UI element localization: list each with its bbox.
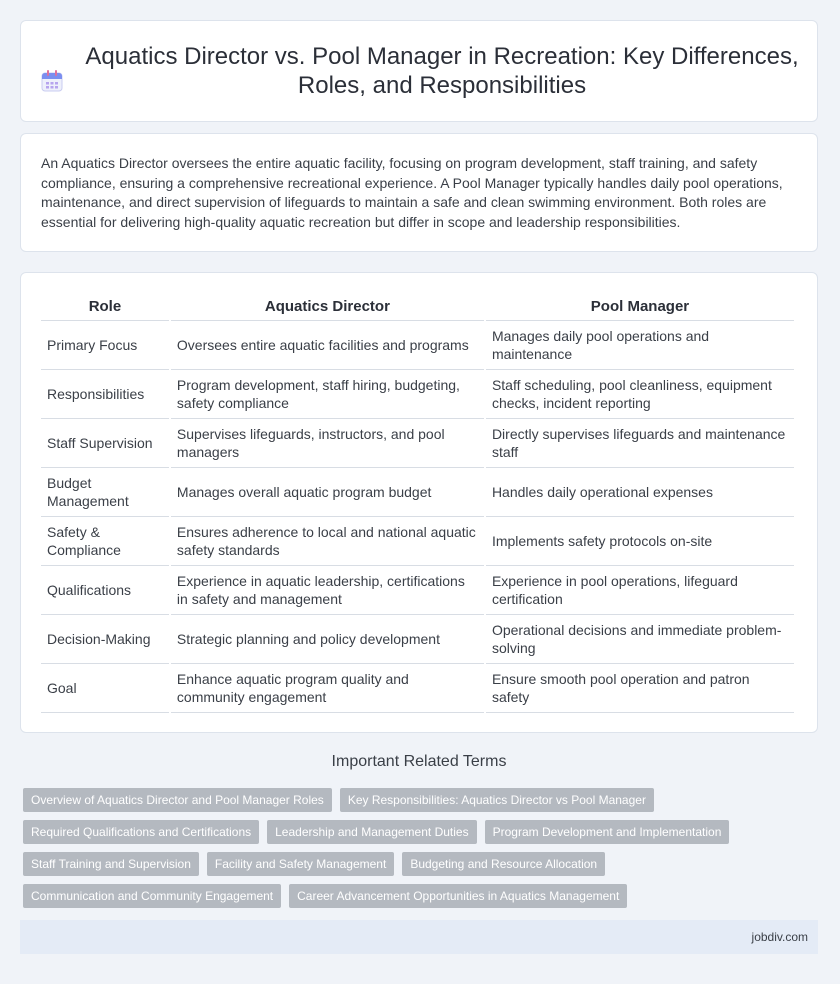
aquatics-director-cell: Enhance aquatic program quality and community engagement (171, 664, 484, 713)
aquatics-director-cell: Supervises lifeguards, instructors, and pool managers (171, 419, 484, 468)
table-row (41, 419, 794, 468)
related-term-tag[interactable]: Program Development and Implementation (485, 820, 730, 844)
aquatics-director-cell: Ensures adherence to local and national aquatic safety standards (171, 517, 484, 566)
row-label: Goal (41, 664, 169, 713)
title-wrap (39, 42, 799, 100)
related-term-tag[interactable]: Required Qualifications and Certifications (23, 820, 259, 844)
pool-manager-cell: Ensure smooth pool operation and patron safety (486, 664, 794, 713)
footer (20, 920, 818, 954)
table-row (41, 517, 794, 566)
pool-manager-cell: Implements safety protocols on-site (486, 517, 794, 566)
related-term-tag[interactable]: Communication and Community Engagement (23, 884, 281, 908)
table-row (41, 370, 794, 419)
aquatics-director-cell: Oversees entire aquatic facilities and programs (171, 321, 484, 370)
row-label: Decision-Making (41, 615, 169, 664)
related-term-tag[interactable]: Budgeting and Resource Allocation (402, 852, 605, 876)
pool-manager-cell: Experience in pool operations, lifeguard certification (486, 566, 794, 615)
pool-manager-cell: Staff scheduling, pool cleanliness, equipment checks, incident reporting (486, 370, 794, 419)
row-label: Safety & Compliance (41, 517, 169, 566)
header-aquatics-director: Aquatics Director (171, 293, 484, 321)
calendar-icon (39, 68, 65, 94)
pool-manager-cell: Directly supervises lifeguards and maintenance staff (486, 419, 794, 468)
related-terms-section (20, 750, 818, 908)
related-term-tag[interactable]: Key Responsibilities: Aquatics Director vs Pool Manager (340, 788, 654, 812)
table-row (41, 664, 794, 713)
related-term-tag[interactable]: Leadership and Management Duties (267, 820, 476, 844)
intro-paragraph: An Aquatics Director oversees the entire aquatic facility, focusing on program development, staff training, and safety compliance, ensuring a comprehensive recreational experience. A Pool Manager typically handles daily pool operations, maintenance, and direct supervision of lifeguards to maintain a safe and clean swimming environment. Both roles are essential for delivering high-quality aquatic recreation but differ in scope and leadership responsibilities. (41, 155, 783, 230)
related-term-tag[interactable]: Career Advancement Opportunities in Aquatics Management (289, 884, 627, 908)
aquatics-director-cell: Program development, staff hiring, budgeting, safety compliance (171, 370, 484, 419)
header-role: Role (41, 293, 169, 321)
related-terms-tags (20, 788, 818, 908)
row-label: Staff Supervision (41, 419, 169, 468)
footer-site-link[interactable]: jobdiv.com (751, 930, 808, 944)
row-label: Responsibilities (41, 370, 169, 419)
header-pool-manager: Pool Manager (486, 293, 794, 321)
row-label: Qualifications (41, 566, 169, 615)
title-card (20, 20, 818, 122)
table-header-row (41, 293, 794, 321)
table-row (41, 321, 794, 370)
aquatics-director-cell: Strategic planning and policy development (171, 615, 484, 664)
page-title: Aquatics Director vs. Pool Manager in Recreation: Key Differences, Roles, and Responsibilities (85, 43, 799, 99)
aquatics-director-cell: Manages overall aquatic program budget (171, 468, 484, 517)
comparison-table-card (20, 272, 818, 733)
aquatics-director-cell: Experience in aquatic leadership, certifications in safety and management (171, 566, 484, 615)
comparison-table (39, 293, 796, 713)
row-label: Primary Focus (41, 321, 169, 370)
pool-manager-cell: Handles daily operational expenses (486, 468, 794, 517)
intro-card (20, 133, 818, 252)
pool-manager-cell: Operational decisions and immediate problem-solving (486, 615, 794, 664)
pool-manager-cell: Manages daily pool operations and maintenance (486, 321, 794, 370)
related-terms-heading: Important Related Terms (331, 753, 507, 770)
related-term-tag[interactable]: Facility and Safety Management (207, 852, 394, 876)
row-label: Budget Management (41, 468, 169, 517)
table-row (41, 468, 794, 517)
table-row (41, 566, 794, 615)
related-term-tag[interactable]: Staff Training and Supervision (23, 852, 199, 876)
table-row (41, 615, 794, 664)
related-term-tag[interactable]: Overview of Aquatics Director and Pool Manager Roles (23, 788, 332, 812)
